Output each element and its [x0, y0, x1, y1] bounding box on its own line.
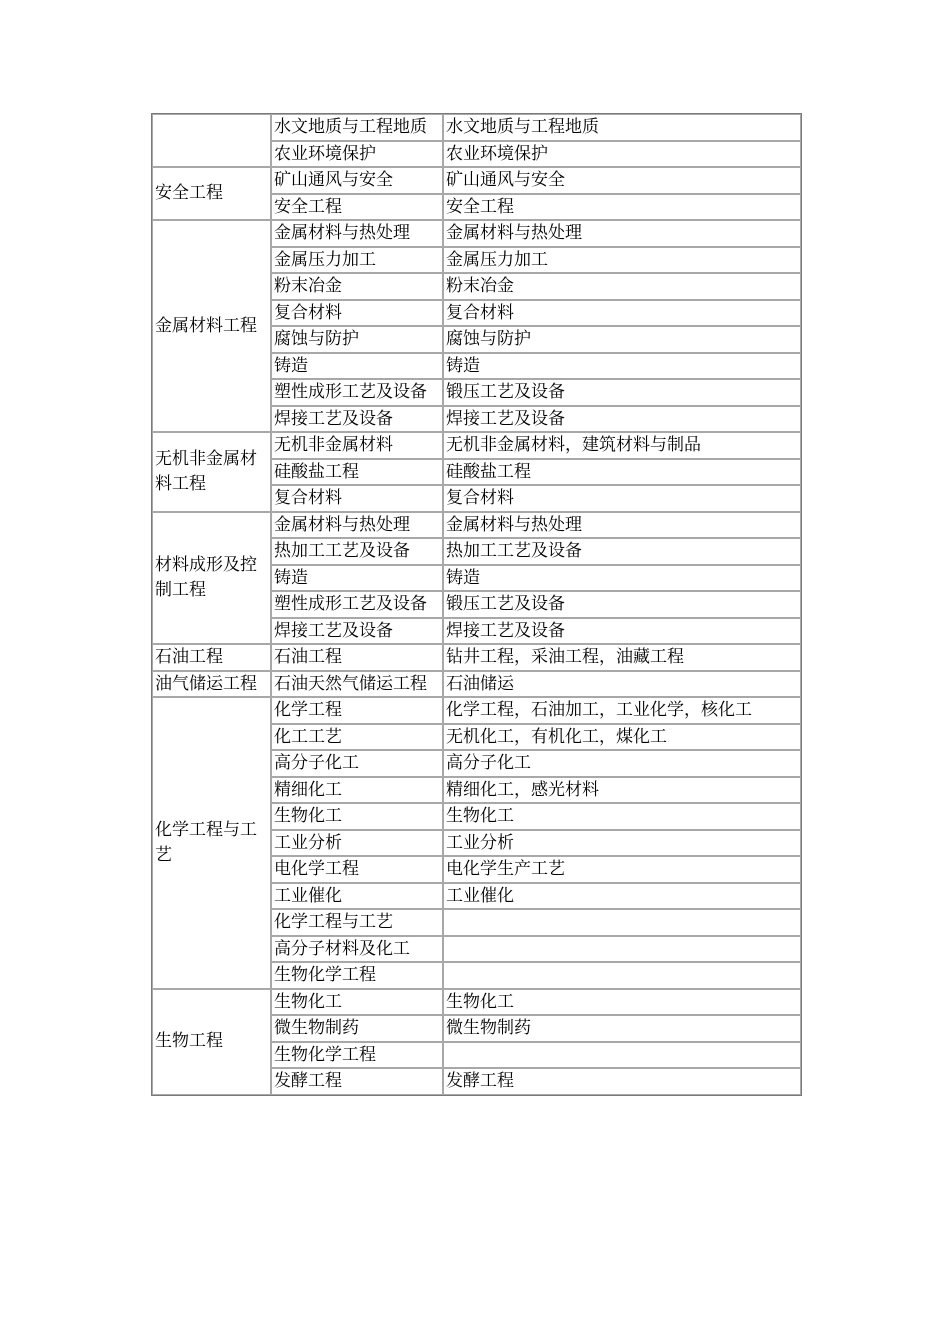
new-major-cell: 金属材料与热处理: [271, 512, 443, 539]
old-major-cell: 铸造: [443, 565, 801, 592]
old-major-cell: 热加工工艺及设备: [443, 538, 801, 565]
old-major-cell: 金属材料与热处理: [443, 512, 801, 539]
old-major-cell: 农业环境保护: [443, 141, 801, 168]
old-major-cell: 无机非金属材料，建筑材料与制品: [443, 432, 801, 459]
new-major-cell: 热加工工艺及设备: [271, 538, 443, 565]
new-major-cell: 金属材料与热处理: [271, 220, 443, 247]
new-major-cell: 高分子材料及化工: [271, 936, 443, 963]
major-name-cell: 金属材料工程: [152, 220, 271, 432]
new-major-cell: 工业催化: [271, 883, 443, 910]
major-name-cell: 安全工程: [152, 167, 271, 220]
old-major-cell: [443, 962, 801, 989]
table-row: [152, 671, 801, 698]
table-row: [152, 989, 801, 1016]
old-major-cell: [443, 936, 801, 963]
table-row: [152, 220, 801, 247]
major-name-cell: [152, 114, 271, 167]
old-major-cell: 发酵工程: [443, 1068, 801, 1095]
old-major-cell: 复合材料: [443, 485, 801, 512]
old-major-cell: 精细化工，感光材料: [443, 777, 801, 804]
old-major-cell: 高分子化工: [443, 750, 801, 777]
new-major-cell: 铸造: [271, 353, 443, 380]
old-major-cell: 焊接工艺及设备: [443, 406, 801, 433]
old-major-cell: 无机化工，有机化工，煤化工: [443, 724, 801, 751]
new-major-cell: 电化学工程: [271, 856, 443, 883]
new-major-cell: 金属压力加工: [271, 247, 443, 274]
table-body: [152, 114, 801, 1095]
major-correspondence-table: [151, 113, 802, 1096]
old-major-cell: 生物化工: [443, 989, 801, 1016]
old-major-cell: 粉末冶金: [443, 273, 801, 300]
old-major-cell: 焊接工艺及设备: [443, 618, 801, 645]
new-major-cell: 生物化工: [271, 803, 443, 830]
table-row: [152, 114, 801, 141]
old-major-cell: 工业催化: [443, 883, 801, 910]
old-major-cell: 复合材料: [443, 300, 801, 327]
new-major-cell: 化工工艺: [271, 724, 443, 751]
new-major-cell: 复合材料: [271, 485, 443, 512]
major-name-cell: 生物工程: [152, 989, 271, 1095]
new-major-cell: 化学工程: [271, 697, 443, 724]
table-row: [152, 644, 801, 671]
old-major-cell: 水文地质与工程地质: [443, 114, 801, 141]
major-name-cell: 石油工程: [152, 644, 271, 671]
new-major-cell: 发酵工程: [271, 1068, 443, 1095]
old-major-cell: 锻压工艺及设备: [443, 591, 801, 618]
old-major-cell: 金属材料与热处理: [443, 220, 801, 247]
new-major-cell: 粉末冶金: [271, 273, 443, 300]
new-major-cell: 矿山通风与安全: [271, 167, 443, 194]
new-major-cell: 无机非金属材料: [271, 432, 443, 459]
new-major-cell: 水文地质与工程地质: [271, 114, 443, 141]
new-major-cell: 农业环境保护: [271, 141, 443, 168]
new-major-cell: 生物化工: [271, 989, 443, 1016]
old-major-cell: 安全工程: [443, 194, 801, 221]
old-major-cell: 化学工程，石油加工，工业化学，核化工: [443, 697, 801, 724]
old-major-cell: 生物化工: [443, 803, 801, 830]
old-major-cell: 电化学生产工艺: [443, 856, 801, 883]
table-row: [152, 432, 801, 459]
new-major-cell: 安全工程: [271, 194, 443, 221]
new-major-cell: 生物化学工程: [271, 1042, 443, 1069]
new-major-cell: 石油天然气储运工程: [271, 671, 443, 698]
new-major-cell: 化学工程与工艺: [271, 909, 443, 936]
old-major-cell: [443, 909, 801, 936]
table-row: [152, 512, 801, 539]
old-major-cell: 金属压力加工: [443, 247, 801, 274]
new-major-cell: 高分子化工: [271, 750, 443, 777]
new-major-cell: 硅酸盐工程: [271, 459, 443, 486]
old-major-cell: 硅酸盐工程: [443, 459, 801, 486]
old-major-cell: [443, 1042, 801, 1069]
new-major-cell: 腐蚀与防护: [271, 326, 443, 353]
old-major-cell: 石油储运: [443, 671, 801, 698]
new-major-cell: 生物化学工程: [271, 962, 443, 989]
old-major-cell: 钻井工程，采油工程，油藏工程: [443, 644, 801, 671]
old-major-cell: 矿山通风与安全: [443, 167, 801, 194]
new-major-cell: 石油工程: [271, 644, 443, 671]
old-major-cell: 腐蚀与防护: [443, 326, 801, 353]
new-major-cell: 复合材料: [271, 300, 443, 327]
new-major-cell: 塑性成形工艺及设备: [271, 591, 443, 618]
new-major-cell: 工业分析: [271, 830, 443, 857]
new-major-cell: 焊接工艺及设备: [271, 406, 443, 433]
new-major-cell: 焊接工艺及设备: [271, 618, 443, 645]
new-major-cell: 塑性成形工艺及设备: [271, 379, 443, 406]
old-major-cell: 微生物制药: [443, 1015, 801, 1042]
table-row: [152, 167, 801, 194]
new-major-cell: 微生物制药: [271, 1015, 443, 1042]
major-name-cell: 无机非金属材料工程: [152, 432, 271, 512]
new-major-cell: 铸造: [271, 565, 443, 592]
major-name-cell: 化学工程与工艺: [152, 697, 271, 989]
major-name-cell: 油气储运工程: [152, 671, 271, 698]
new-major-cell: 精细化工: [271, 777, 443, 804]
major-name-cell: 材料成形及控制工程: [152, 512, 271, 645]
table-row: [152, 697, 801, 724]
old-major-cell: 铸造: [443, 353, 801, 380]
old-major-cell: 锻压工艺及设备: [443, 379, 801, 406]
old-major-cell: 工业分析: [443, 830, 801, 857]
